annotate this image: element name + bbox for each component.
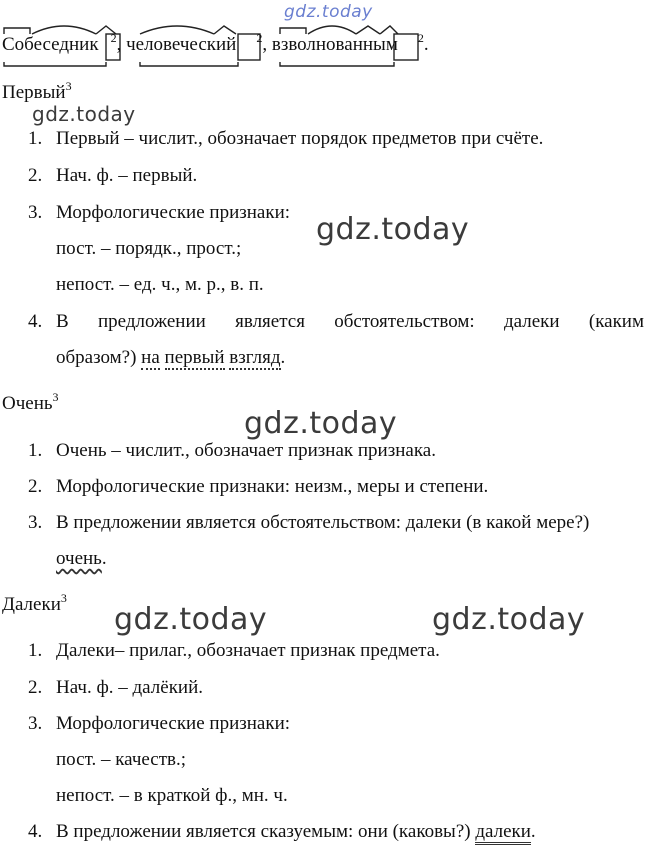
list-subitem: пост. – порядк., прост.; [56,238,242,259]
list-item: 1. Очень – числит., обозначает признак признака. [28,440,436,461]
list-item-continuation: образом?) на первый взгляд. [56,347,286,368]
header-word-1: Собеседник [2,34,99,55]
section-title-daleki: Далеки$^3$ [2,591,67,615]
section-title-pervyi: Первый$^3$ [2,79,72,103]
list-subitem: непост. – в краткой ф., мн. ч. [56,785,288,806]
watermark: gdz.today [32,102,136,126]
list-item: 2. Нач. ф. – далёкий. [28,677,204,698]
list-subitem: непост. – ед. ч., м. р., в. п. [56,274,264,295]
list-item: 1. Первый – числит., обозначает порядок предметов при счёте. [28,128,544,149]
watermark-top: gdz.today [284,2,373,22]
list-item: 2. Морфологические признаки: неизм., меры и степени. [28,476,489,497]
list-item: 4. В предложении является сказуемым: они (каковы?) далеки. [28,821,536,843]
list-item: 1. Далеки– прилаг., обозначает признак предмета. [28,640,440,661]
header-word-2: человеческий [126,34,237,55]
header-line [2,31,429,56]
list-item: 3. Морфологические признаки: [28,202,291,223]
section-title-ochen: Очень$^3$ [2,390,59,414]
list-item: 3. Морфологические признаки: [28,713,291,734]
list-item-continuation: очень. [56,548,107,569]
header-word-3: взволнованным [271,34,398,55]
watermark: gdz.today [316,212,470,247]
list-item: 4. В предложении является обстоятельством: далеки (каким [28,311,644,332]
header-end: . [423,34,429,55]
header-sup-2: 2 [256,31,263,45]
list-item: 2. Нач. ф. – первый. [28,165,198,186]
header-sup-3: 2 [417,31,424,45]
list-item: 3. В предложении является обстоятельством: далеки (в какой мере?) [28,512,590,533]
watermark: gdz.today [114,602,268,637]
watermark: gdz.today [244,406,398,441]
header-sep-2: , [262,34,268,55]
watermark: gdz.today [432,602,586,637]
list-subitem: пост. – качеств.; [56,749,187,770]
header-sup-1: 2 [110,31,117,45]
header-sep-1: , [116,34,122,55]
